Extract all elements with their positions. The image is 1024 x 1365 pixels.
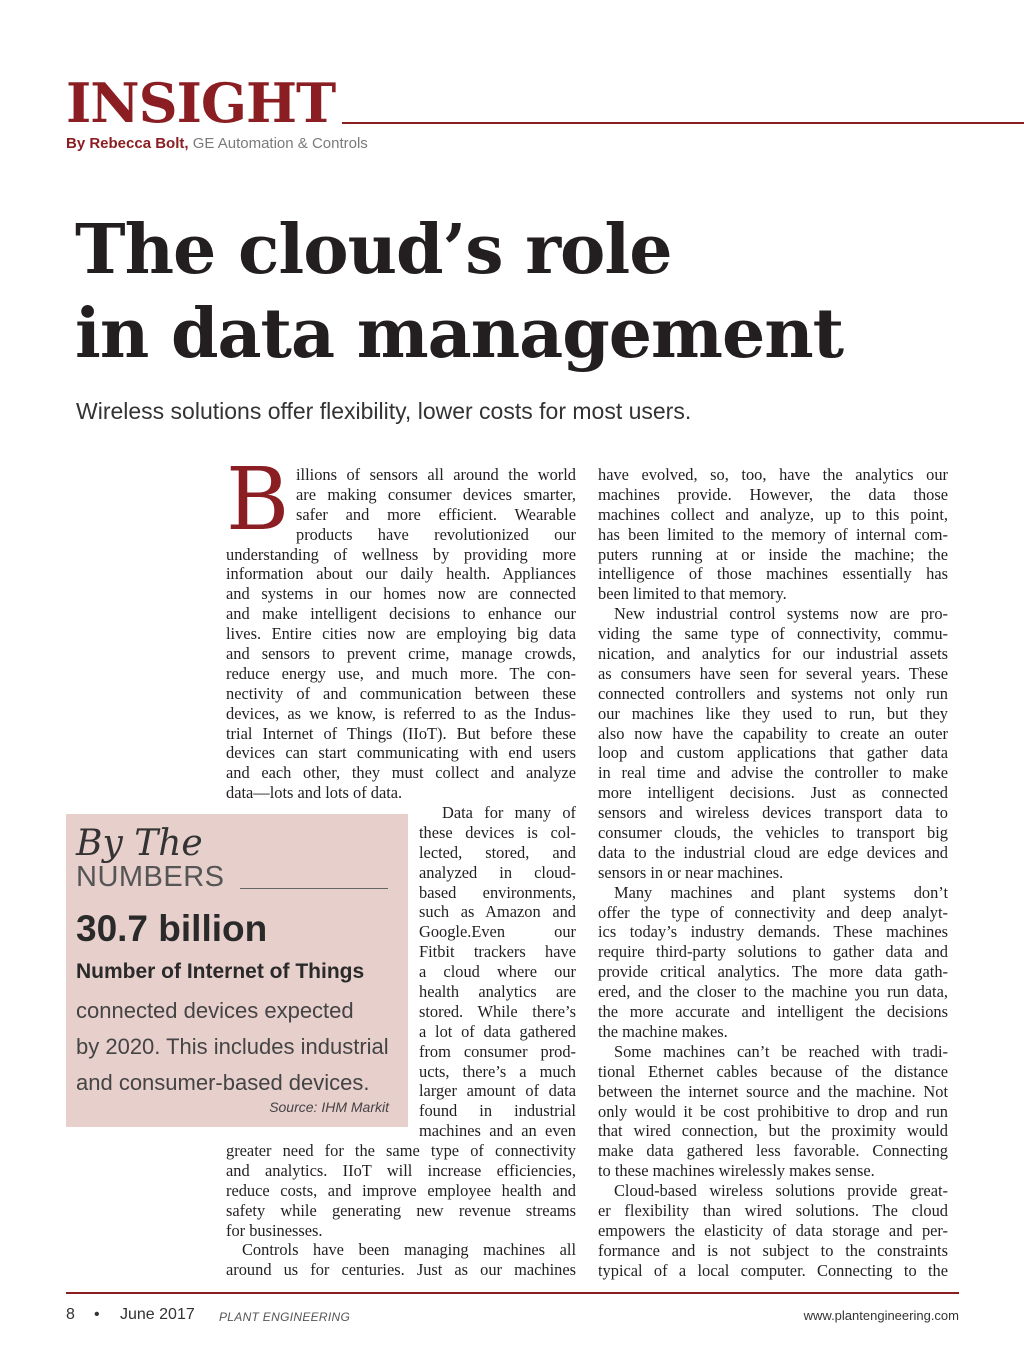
sidebar-rule	[240, 888, 388, 889]
body-line: only would it be cost prohibitive to drop and run	[598, 1101, 948, 1121]
body-line: these devices is col-	[419, 822, 576, 842]
body-line: Google.Even our	[419, 922, 576, 942]
body-line: between the internet source and the machine. Not	[598, 1081, 948, 1101]
body-line: lected, stored, and	[419, 842, 576, 862]
footer-separator: •	[94, 1306, 100, 1323]
byline-author: By Rebecca Bolt,	[66, 135, 189, 152]
body-line: and each other, they must collect and analyze	[226, 763, 576, 783]
body-line: data to the industrial cloud are edge devices and	[598, 842, 948, 862]
body-line: has been limited to the memory of internal com-	[598, 524, 948, 544]
body-line: more intelligent decisions. Just as connected	[598, 783, 948, 803]
sidebar-heading-caps: NUMBERS	[76, 861, 225, 893]
body-line: provide critical analytics. The more data gath-	[598, 962, 948, 982]
sidebar-stat: 30.7 billion	[76, 908, 268, 949]
body-line: around us for centuries. Just as our machines	[226, 1260, 576, 1280]
body-line: and systems in our homes now are connected	[226, 584, 576, 604]
body-line: machines provide. However, the data those	[598, 484, 948, 504]
section-title: INSIGHT	[66, 71, 336, 135]
body-line: a cloud where our	[419, 962, 576, 982]
headline-line: The cloud’s role	[75, 210, 672, 290]
body-line: understanding of wellness by providing more	[226, 544, 576, 564]
body-line: a lot of data gathered	[419, 1021, 576, 1041]
body-line: are making consumer devices smarter,	[296, 484, 576, 504]
body-line: greater need for the same type of connectivity	[226, 1141, 576, 1160]
body-line: machines and an even	[419, 1121, 576, 1141]
body-line: and sensors to prevent crime, manage crowds,	[226, 644, 576, 664]
body-line: Controls have been managing machines all	[242, 1240, 576, 1260]
sidebar-description-line: by 2020. This includes industrial	[76, 1034, 389, 1059]
page-number: 8	[66, 1306, 75, 1323]
sidebar-source: Source: IHM Markit	[269, 1099, 389, 1115]
body-line: ucts, there’s a much	[419, 1061, 576, 1081]
drop-cap: B	[226, 450, 290, 550]
body-line: to these machines wirelessly makes sense.	[598, 1161, 875, 1181]
body-line: intelligence of those machines essentially has	[598, 564, 948, 584]
deck: Wireless solutions offer flexibility, lower costs for most users.	[76, 398, 692, 424]
body-line: that wired connection, but the proximity would	[598, 1121, 948, 1141]
body-line: sensors in or near machines.	[598, 862, 784, 882]
body-line: machines collect and analyze, up to this point,	[598, 504, 948, 524]
body-line: stored. While there’s	[419, 1001, 576, 1021]
body-line: in real time and advise the controller to make	[598, 763, 948, 783]
body-line: health analytics are	[419, 982, 576, 1002]
magazine-name: PLANT ENGINEERING	[219, 1310, 351, 1324]
body-line: nication, and analytics for our industrial assets	[598, 644, 948, 664]
body-line: ics today’s industry demands. These machines	[598, 922, 948, 942]
body-line: data—lots and lots of data.	[226, 783, 403, 803]
body-line: sensors and wireless devices transport data to	[598, 803, 948, 823]
issue-date: June 2017	[120, 1306, 195, 1323]
body-line: reduce energy use, and much more. The con-	[226, 663, 576, 683]
sidebar-description	[76, 993, 401, 1101]
headline	[75, 208, 955, 376]
body-line: make data gathered less favorable. Connecting	[598, 1141, 948, 1161]
body-line: ered, and the closer to the machine you run data,	[598, 982, 948, 1002]
body-line: based environments,	[419, 882, 576, 902]
sidebar-description-line: connected devices expected	[76, 998, 354, 1023]
body-line: consumer clouds, the vehicles to transport big	[598, 823, 948, 843]
body-line: such as Amazon and	[419, 902, 576, 922]
byline	[66, 135, 368, 153]
body-line: safety while generating new revenue streams	[226, 1200, 576, 1220]
headline-line: in data management	[75, 294, 844, 374]
section-rule	[342, 122, 1024, 124]
body-line: connected controllers and systems not only run	[598, 683, 948, 703]
column-1-narrow-body	[419, 803, 576, 1141]
body-line: empowers the elasticity of data storage and per-	[598, 1220, 948, 1240]
body-line: Some machines can’t be reached with tradi-	[614, 1041, 948, 1061]
column-1-bottom-body	[226, 1141, 576, 1280]
body-line: reduce costs, and improve employee health and	[226, 1180, 576, 1200]
body-line: analyzed in cloud-	[419, 862, 576, 882]
body-line: devices, as we know, is referred to as the Indus-	[226, 703, 576, 723]
body-line: found in industrial	[419, 1101, 576, 1121]
body-line: typical of a local computer. Connecting to the	[598, 1260, 948, 1280]
body-line: from consumer prod-	[419, 1041, 576, 1061]
body-line: and analytics. IIoT will increase efficiencies,	[226, 1160, 576, 1180]
body-line: safer and more efficient. Wearable	[296, 504, 576, 524]
body-line: New industrial control systems now are pro-	[614, 604, 948, 624]
body-line: and make intelligent decisions to enhance our	[226, 604, 576, 624]
body-line: loop and custom applications that gather data	[598, 743, 948, 763]
body-line: lives. Entire cities now are employing big data	[226, 624, 576, 644]
byline-org: GE Automation & Controls	[192, 135, 368, 152]
sidebar-description-line: and consumer-based devices.	[76, 1070, 370, 1095]
body-line: products have revolutionized our	[296, 524, 576, 544]
body-line: have evolved, so, too, have the analytics our	[598, 465, 948, 484]
body-line: viding the same type of connectivity, commu-	[598, 624, 948, 644]
sidebar-stat-label: Number of Internet of Things	[76, 960, 365, 983]
body-line: our machines like they used to run, but they	[598, 703, 948, 723]
body-line: Fitbit trackers have	[419, 942, 576, 962]
body-line: offer the type of connectivity and deep analyt-	[598, 902, 948, 922]
body-line: as consumers have seen for several years. These	[598, 663, 948, 683]
body-line: the more accurate and intelligent the decisions	[598, 1002, 948, 1022]
body-line: formance and is not subject to the constraints	[598, 1240, 948, 1260]
column-2-body	[598, 465, 948, 1281]
body-line: devices can start communicating with end users	[226, 743, 576, 763]
column-1-body	[226, 465, 576, 803]
sidebar-heading-script: By The	[76, 823, 203, 864]
body-line: larger amount of data	[419, 1081, 576, 1101]
website-link[interactable]: www.plantengineering.com	[803, 1308, 959, 1323]
body-line: puters running at or inside the machine; the	[598, 544, 948, 564]
body-line: information about our daily health. Appliances	[226, 564, 576, 584]
body-line: Many machines and plant systems don’t	[614, 882, 948, 902]
body-line: Cloud-based wireless solutions provide great-	[614, 1181, 948, 1201]
body-line: been limited to that memory.	[598, 584, 787, 604]
body-line: Data for many of	[442, 803, 576, 822]
body-line: for businesses.	[226, 1220, 323, 1240]
body-line: also now have the capability to create an outer	[598, 723, 948, 743]
body-line: nectivity of and communication between these	[226, 683, 576, 703]
body-line: er flexibility than wired solutions. The cloud	[598, 1200, 948, 1220]
body-line: tional Ethernet cables because of the distance	[598, 1061, 948, 1081]
body-line: require third-party solutions to gather data and	[598, 942, 948, 962]
body-line: illions of sensors all around the world	[296, 465, 576, 484]
footer-rule	[66, 1292, 959, 1294]
body-line: trial Internet of Things (IIoT). But before these	[226, 723, 576, 743]
body-line: the machine makes.	[598, 1021, 728, 1041]
